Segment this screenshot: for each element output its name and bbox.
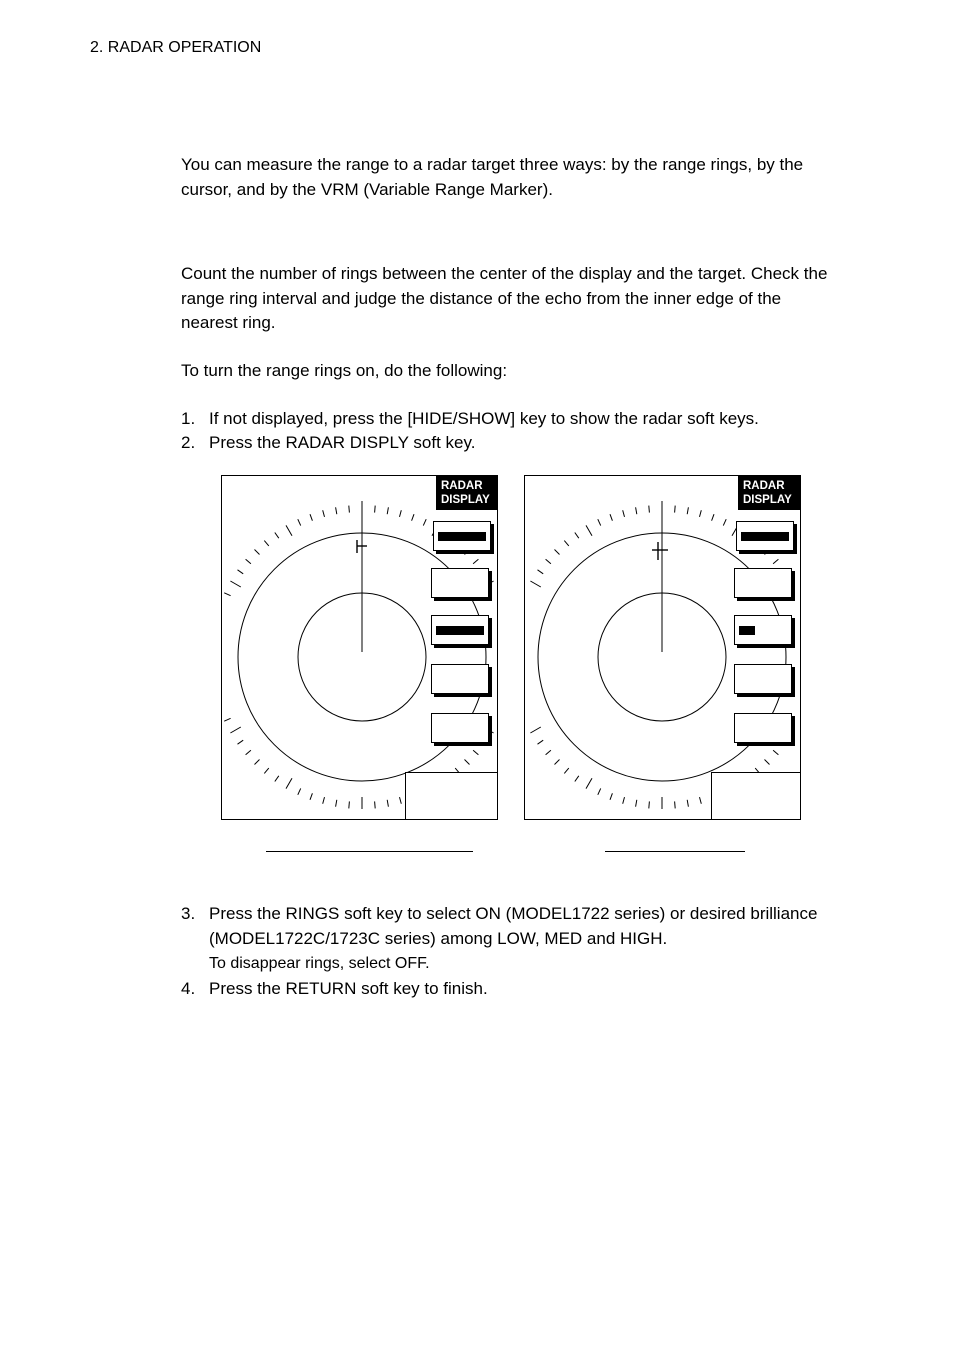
radar-display-figure-right — [524, 475, 801, 820]
info-box — [405, 772, 498, 820]
bearing-scale-tick — [349, 506, 350, 513]
page-header: 2. RADAR OPERATION — [90, 39, 262, 56]
bearing-scale-tick — [530, 727, 540, 733]
bearing-scale-tick — [412, 514, 414, 521]
radar-display-menu-title: RADAR DISPLAY — [436, 475, 498, 510]
bearing-scale-tick — [336, 800, 337, 807]
turn-on-paragraph: To turn the range rings on, do the following: — [181, 361, 508, 380]
bearing-scale-tick — [538, 570, 544, 574]
bearing-scale-tick — [387, 507, 388, 514]
soft-key-1[interactable] — [433, 521, 491, 551]
bearing-scale-tick — [700, 797, 702, 804]
radar-display-figure-left — [221, 475, 498, 820]
bearing-scale-tick — [323, 510, 325, 517]
bearing-scale-tick — [349, 801, 350, 808]
bearing-scale-tick — [675, 506, 676, 513]
soft-key-1[interactable] — [736, 521, 794, 551]
bearing-scale-tick — [230, 727, 240, 733]
bearing-scale-tick — [375, 506, 376, 513]
bearing-scale-tick — [400, 510, 402, 517]
rings-soft-key[interactable] — [734, 615, 792, 645]
caption-rule-left — [266, 851, 473, 852]
bearing-scale-tick — [298, 519, 301, 525]
bearing-scale-tick — [400, 797, 402, 804]
soft-key-bar — [438, 532, 486, 541]
bearing-scale-tick — [636, 507, 637, 514]
bearing-scale-tick — [546, 750, 551, 755]
bearing-scale-tick — [598, 788, 601, 794]
step-3 — [181, 902, 841, 977]
bearing-scale-tick — [636, 800, 637, 807]
bearing-scale-tick — [246, 559, 251, 564]
soft-key-4[interactable] — [734, 664, 792, 694]
soft-key-5[interactable] — [431, 713, 489, 743]
bearing-scale-tick — [687, 800, 688, 807]
step-number: 4. — [181, 979, 196, 998]
bearing-scale-tick — [238, 740, 244, 744]
bearing-scale-tick — [564, 541, 569, 546]
step-text: Press the RETURN soft key to finish. — [209, 979, 488, 998]
bearing-scale-tick — [473, 559, 478, 564]
soft-key-5[interactable] — [734, 713, 792, 743]
range-rings-paragraph: Count the number of rings between the center of the display and the target. Check the range ring interval and judge the distance of the echo from the inner edge of the nearest ring. — [181, 264, 828, 332]
bearing-scale-tick — [323, 797, 325, 804]
intro-paragraph: You can measure the range to a radar target three ways: by the range rings, by the cursor, and by the VRM (Variable Range Marker). — [181, 155, 804, 199]
bearing-scale-tick — [687, 507, 688, 514]
bearing-scale-tick — [375, 801, 376, 808]
step-2 — [181, 431, 841, 456]
bearing-scale-tick — [238, 570, 244, 574]
bearing-scale-tick — [773, 559, 778, 564]
bearing-scale-tick — [246, 750, 251, 755]
bearing-scale-tick — [298, 788, 301, 794]
bearing-scale-tick — [264, 768, 269, 773]
step-text: Press the RADAR DISPLY soft key. — [209, 433, 476, 452]
step-text: If not displayed, press the [HIDE/SHOW] key to show the radar soft keys. — [209, 409, 759, 428]
step-1 — [181, 407, 841, 432]
bearing-scale-tick — [224, 718, 230, 721]
bearing-scale-tick — [538, 740, 544, 744]
bearing-scale-tick — [255, 550, 260, 555]
soft-key-4[interactable] — [431, 664, 489, 694]
bearing-scale-tick — [723, 519, 726, 525]
bearing-scale-tick — [255, 760, 260, 765]
bearing-scale-tick — [423, 519, 426, 525]
bearing-scale-tick — [610, 793, 612, 800]
bearing-scale-tick — [530, 581, 540, 587]
soft-key-2[interactable] — [431, 568, 489, 598]
bearing-scale-tick — [286, 525, 292, 535]
bearing-scale-tick — [675, 801, 676, 808]
step-text: Press the RINGS soft key to select ON (MODEL1722 series) or desired brilliance (MODEL1722C/1723C series) among LOW, MED and HIGH. — [209, 904, 818, 948]
bearing-scale-tick — [555, 760, 560, 765]
bearing-scale-tick — [623, 797, 625, 804]
step-note: To disappear rings, select OFF. — [209, 955, 430, 972]
rings-level-bar — [739, 626, 755, 635]
bearing-scale-tick — [310, 514, 312, 521]
bearing-scale-tick — [575, 776, 579, 782]
caption-rule-right — [605, 851, 745, 852]
bearing-scale-tick — [623, 510, 625, 517]
soft-key-bar — [741, 532, 789, 541]
bearing-scale-tick — [586, 778, 592, 788]
bearing-scale-tick — [275, 776, 279, 782]
bearing-scale-tick — [555, 550, 560, 555]
bearing-scale-tick — [649, 801, 650, 808]
bearing-scale-tick — [310, 793, 312, 800]
bearing-scale-tick — [224, 593, 230, 596]
info-box — [711, 772, 801, 820]
bearing-scale-tick — [264, 541, 269, 546]
bearing-scale-tick — [765, 760, 770, 765]
bearing-scale-tick — [473, 750, 478, 755]
step-number: 1. — [181, 409, 196, 428]
bearing-scale-tick — [598, 519, 601, 525]
radar-display-menu-title: RADAR DISPLAY — [738, 475, 800, 510]
soft-key-2[interactable] — [734, 568, 792, 598]
bearing-scale-tick — [286, 778, 292, 788]
bearing-scale-tick — [546, 559, 551, 564]
bearing-scale-tick — [586, 525, 592, 535]
bearing-scale-tick — [610, 514, 612, 521]
bearing-scale-tick — [336, 507, 337, 514]
bearing-scale-tick — [575, 533, 579, 539]
step-4 — [181, 977, 841, 1002]
rings-soft-key[interactable] — [431, 615, 489, 645]
bearing-scale-tick — [230, 581, 240, 587]
bearing-scale-tick — [773, 750, 778, 755]
bearing-scale-tick — [700, 510, 702, 517]
bearing-scale-tick — [387, 800, 388, 807]
rings-level-bar — [436, 626, 484, 635]
bearing-scale-tick — [275, 533, 279, 539]
bearing-scale-tick — [465, 760, 470, 765]
bearing-scale-tick — [564, 768, 569, 773]
bearing-scale-tick — [712, 514, 714, 521]
step-number: 2. — [181, 433, 196, 452]
step-number: 3. — [181, 904, 196, 923]
bearing-scale-tick — [649, 506, 650, 513]
